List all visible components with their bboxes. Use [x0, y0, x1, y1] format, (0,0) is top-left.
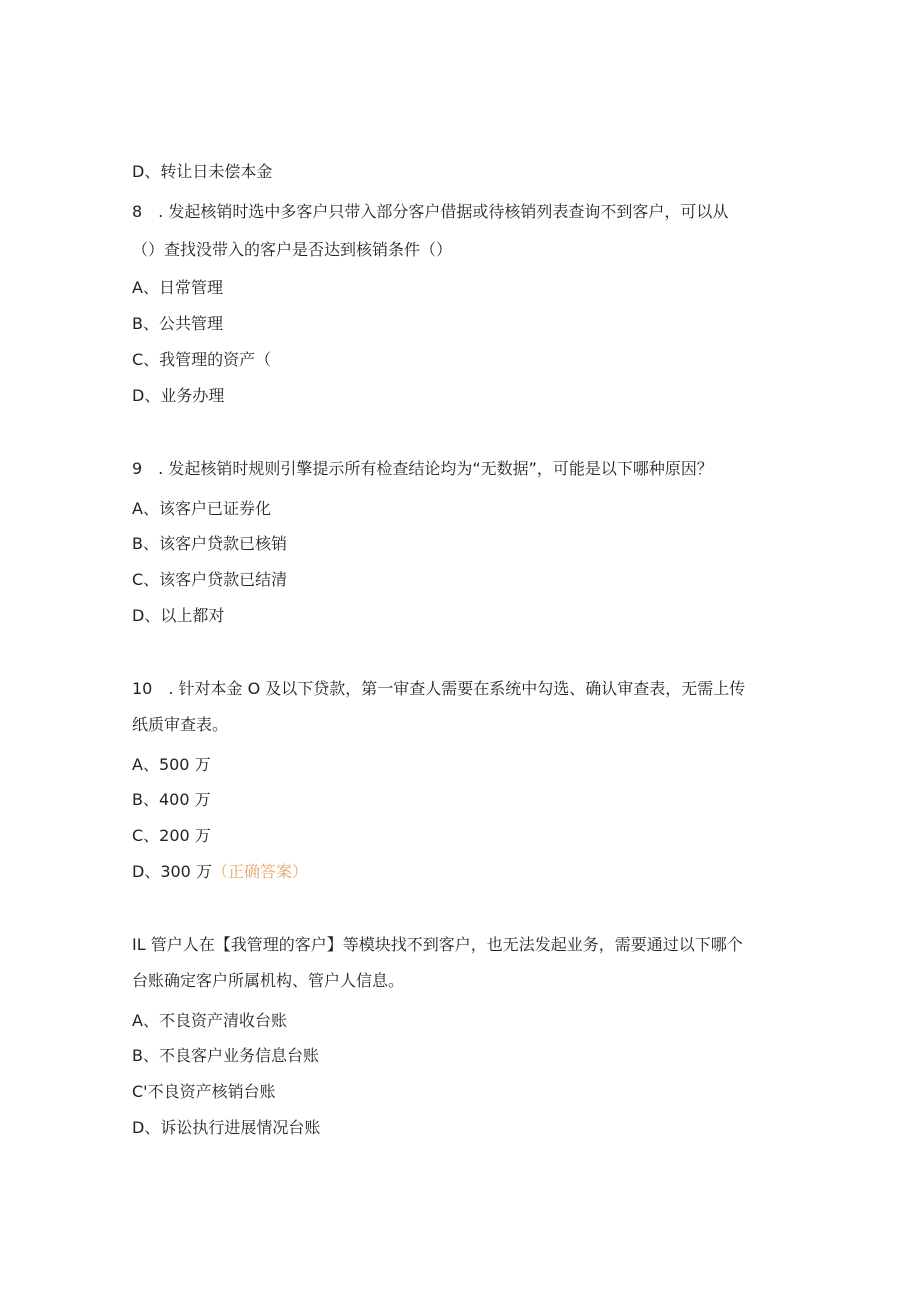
correct-answer-tag: （正确答案）: [211, 862, 308, 881]
q11-option-c: C'不良资产核销台账: [132, 1082, 276, 1101]
q10-option-c: C、200 万: [132, 826, 211, 845]
q10-option-b: B、400 万: [132, 790, 211, 809]
q10-option-a: A、500 万: [132, 755, 211, 774]
q10-option-d: [132, 861, 308, 883]
q8-option-d: D、业务办理: [132, 386, 225, 405]
q11-stem-line2: 台账确定客户所属机构、管户人信息。: [132, 971, 405, 990]
q11-stem-line1: IL 管户人在【我管理的客户】等模块找不到客户，也无法发起业务，需要通过以下哪个: [132, 935, 743, 954]
q8-stem-line1: 8 . 发起核销时选中多客户只带入部分客户借据或待核销列表查询不到客户，可以从: [132, 202, 729, 221]
q9-option-b: B、该客户贷款已核销: [132, 534, 287, 553]
q8-option-c: C、我管理的资产（: [132, 350, 272, 369]
q8-stem-line2: （）查找没带入的客户是否达到核销条件（）: [132, 240, 453, 259]
q9-option-d: D、以上都对: [132, 606, 225, 625]
q8-option-b: B、公共管理: [132, 314, 223, 333]
q9-option-c: C、该客户贷款已结清: [132, 570, 288, 589]
q10-option-d-text: D、300 万: [132, 862, 212, 881]
q9-option-a: A、该客户已证券化: [132, 499, 271, 518]
q10-stem-line1: 10 . 针对本金 O 及以下贷款，第一审查人需要在系统中勾选、确认审查表，无需上传: [132, 679, 746, 698]
q10-stem-line2: 纸质审查表。: [132, 715, 229, 734]
q11-option-a: A、不良资产清收台账: [132, 1011, 287, 1030]
q8-option-a: A、日常管理: [132, 278, 223, 297]
q9-stem-line1: 9 . 发起核销时规则引擎提示所有检查结论均为“无数据”，可能是以下哪种原因？: [132, 459, 713, 478]
q11-option-b: B、不良客户业务信息台账: [132, 1046, 319, 1065]
q11-option-d: D、诉讼执行进展情况台账: [132, 1118, 321, 1137]
q7-option-d: D、转让日未偿本金: [132, 162, 273, 181]
